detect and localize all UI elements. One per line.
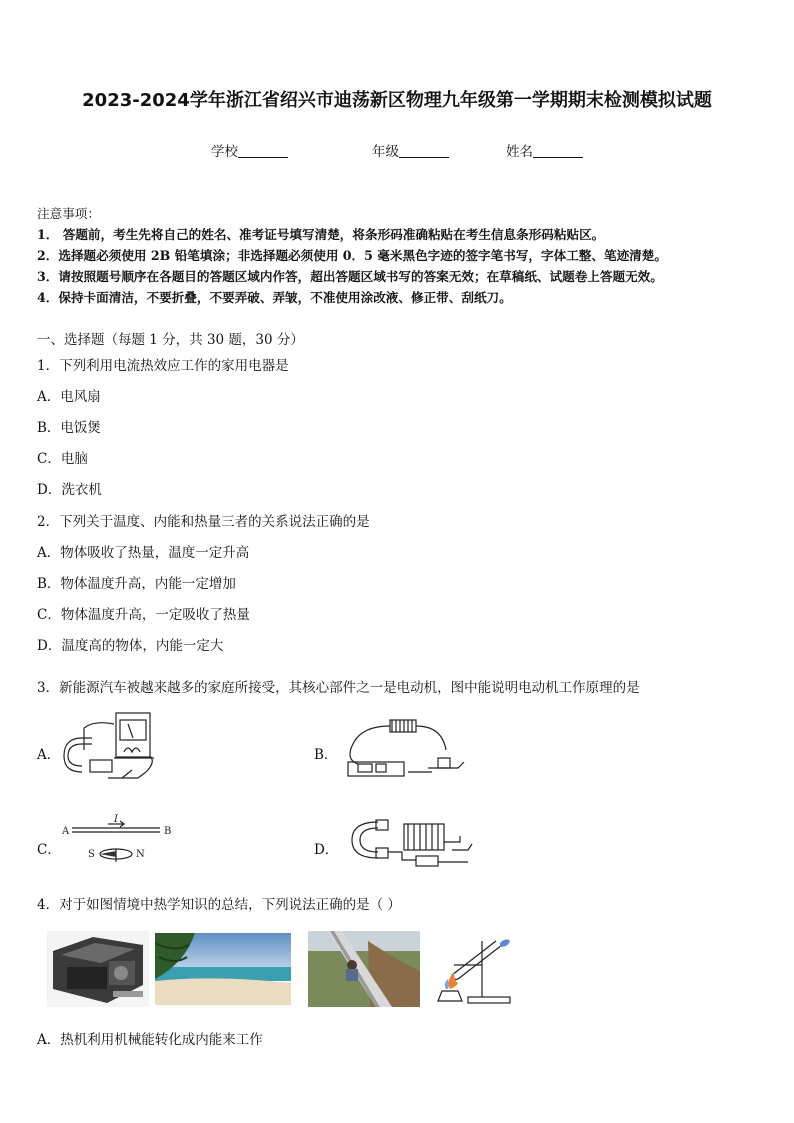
name-blank[interactable] [533, 143, 583, 158]
test-tube-heating-figure [424, 931, 514, 1009]
label-s: S [88, 849, 95, 860]
q2-option-b[interactable]: B．物体温度升高，内能一定增加 [37, 576, 236, 592]
q3-option-a[interactable]: A． [37, 747, 61, 763]
school-blank[interactable] [238, 143, 288, 158]
q2-option-d[interactable]: D．温度高的物体，内能一定大 [37, 638, 224, 654]
grade-blank[interactable] [399, 143, 449, 158]
school-field[interactable] [211, 140, 288, 160]
name-field[interactable] [506, 140, 583, 160]
grade-label: 年级 [372, 144, 399, 160]
notes-heading: 注意事项： [37, 206, 100, 221]
motor-circuit-figure [342, 812, 474, 872]
q2-option-a[interactable]: A．物体吸收了热量，温度一定升高 [37, 545, 250, 561]
question-1-stem: 1．下列利用电流热效应工作的家用电器是 [37, 358, 289, 374]
beach-photo [155, 933, 291, 1005]
label-current: I [114, 814, 118, 825]
q3-option-b[interactable]: B． [314, 747, 338, 763]
q1-option-a[interactable]: A．电风扇 [37, 389, 101, 405]
question-3-stem: 3．新能源汽车被越来越多的家庭所接受，其核心部件之一是电动机，图中能说明电动机工作原理的是 [37, 680, 640, 696]
q1-option-b[interactable]: B．电饭煲 [37, 420, 101, 436]
page-title: 2023-2024学年浙江省绍兴市迪荡新区物理九年级第一学期期末检测模拟试题 [82, 90, 712, 111]
electromagnet-circuit-figure [342, 712, 472, 784]
q2-option-c[interactable]: C．物体温度升高，一定吸收了热量 [37, 607, 250, 623]
school-label: 学校 [211, 144, 238, 160]
engine-photo [47, 931, 149, 1007]
note-item: 2．选择题必须使用 2B 铅笔填涂；非选择题必须使用 0．5 毫米黑色字迹的签字笔书写，字体工整、笔迹清楚。 [37, 248, 667, 263]
note-item: 3．请按照题号顺序在各题目的答题区域内作答，超出答题区域书写的答案无效；在草稿纸、试题卷上答题无效。 [37, 269, 663, 284]
q1-option-c[interactable]: C．电脑 [37, 451, 88, 467]
grade-field[interactable] [372, 140, 449, 160]
name-label: 姓名 [506, 144, 533, 160]
q4-option-a[interactable]: A．热机利用机械能转化成内能来工作 [37, 1032, 263, 1048]
question-2-stem: 2．下列关于温度、内能和热量三者的关系说法正确的是 [37, 514, 370, 530]
q1-option-d[interactable]: D．洗衣机 [37, 482, 102, 498]
label-a: A [62, 826, 70, 837]
galvanometer-circuit-figure [62, 708, 162, 788]
label-b: B [164, 826, 172, 837]
q3-option-d[interactable]: D． [314, 842, 339, 858]
note-item: 1． 答题前，考生先将自己的姓名、准考证号填写清楚，将条形码准确粘贴在考生信息条形码粘贴区。 [37, 227, 605, 242]
slide-photo [308, 931, 420, 1007]
oersted-experiment-figure [60, 810, 180, 866]
q3-option-c[interactable]: C． [37, 842, 61, 858]
note-item: 4．保持卡面清洁，不要折叠，不要弄破、弄皱，不准使用涂改液、修正带、刮纸刀。 [37, 290, 512, 305]
label-n: N [136, 849, 145, 860]
section-heading: 一、选择题（每题 1 分，共 30 题，30 分） [37, 332, 304, 348]
question-4-stem: 4．对于如图情境中热学知识的总结，下列说法正确的是（ ） [37, 897, 401, 913]
